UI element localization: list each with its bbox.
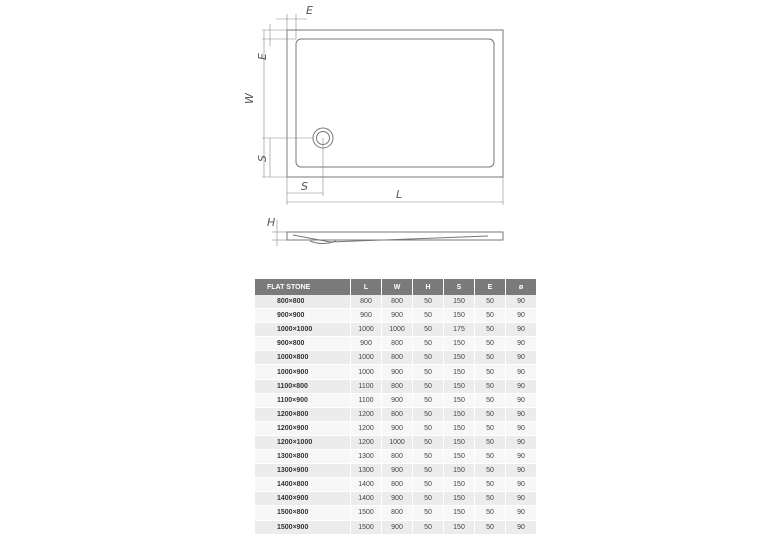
table-cell: 90 xyxy=(506,407,537,421)
table-cell: 90 xyxy=(506,464,537,478)
tray-side-profile xyxy=(287,232,503,244)
table-cell: 90 xyxy=(506,478,537,492)
table-cell: 90 xyxy=(506,379,537,393)
table-cell: 50 xyxy=(413,478,444,492)
header-diameter: ø xyxy=(506,279,537,295)
header-s: S xyxy=(444,279,475,295)
table-cell: 1000 xyxy=(351,323,382,337)
dim-l: L xyxy=(396,188,403,201)
table-cell: 50 xyxy=(475,407,506,421)
table-cell: 800 xyxy=(382,295,413,309)
table-row xyxy=(255,506,537,520)
table-cell: 90 xyxy=(506,393,537,407)
header-l: L xyxy=(351,279,382,295)
table-cell: 800 xyxy=(382,478,413,492)
table-row xyxy=(255,309,537,323)
table-cell: 50 xyxy=(413,309,444,323)
table-row xyxy=(255,379,537,393)
table-cell-model: 1400×800 xyxy=(255,478,351,492)
table-cell: 50 xyxy=(475,506,506,520)
table-cell: 150 xyxy=(444,309,475,323)
table-row xyxy=(255,393,537,407)
table-cell: 175 xyxy=(444,323,475,337)
table-cell: 900 xyxy=(382,492,413,506)
table-cell: 50 xyxy=(475,379,506,393)
table-cell: 90 xyxy=(506,506,537,520)
table-row xyxy=(255,407,537,421)
table-cell: 50 xyxy=(475,365,506,379)
table-cell: 50 xyxy=(475,393,506,407)
table-cell: 50 xyxy=(413,323,444,337)
table-row xyxy=(255,323,537,337)
table-cell: 900 xyxy=(382,520,413,534)
table-cell: 800 xyxy=(382,351,413,365)
table-cell: 90 xyxy=(506,450,537,464)
table-cell: 50 xyxy=(475,323,506,337)
table-cell: 1500 xyxy=(351,506,382,520)
table-cell: 50 xyxy=(475,295,506,309)
table-row xyxy=(255,520,537,534)
table-cell: 800 xyxy=(382,407,413,421)
table-row xyxy=(255,421,537,435)
table-cell-model: 800×800 xyxy=(255,295,351,309)
table-cell-model: 1400×900 xyxy=(255,492,351,506)
dim-s-bottom: S xyxy=(301,180,308,193)
table-cell-model: 1000×800 xyxy=(255,351,351,365)
table-cell-model: 1200×1000 xyxy=(255,435,351,449)
table-cell: 900 xyxy=(351,309,382,323)
table-row xyxy=(255,435,537,449)
dim-s-side: S xyxy=(256,155,269,162)
table-cell: 900 xyxy=(382,309,413,323)
table-row xyxy=(255,478,537,492)
table-cell: 1100 xyxy=(351,379,382,393)
table-cell: 50 xyxy=(475,351,506,365)
table-cell: 1000 xyxy=(351,365,382,379)
spec-table xyxy=(255,279,537,535)
table-cell: 50 xyxy=(413,421,444,435)
table-cell: 50 xyxy=(413,520,444,534)
table-cell: 50 xyxy=(475,450,506,464)
table-cell: 90 xyxy=(506,365,537,379)
table-cell: 50 xyxy=(475,478,506,492)
table-body xyxy=(255,295,537,534)
table-cell: 50 xyxy=(475,309,506,323)
table-row xyxy=(255,450,537,464)
table-cell: 900 xyxy=(382,393,413,407)
table-cell: 90 xyxy=(506,323,537,337)
table-cell: 800 xyxy=(351,295,382,309)
table-cell: 50 xyxy=(413,464,444,478)
tray-outer-outline xyxy=(287,30,503,177)
table-cell: 1200 xyxy=(351,421,382,435)
table-cell: 800 xyxy=(382,337,413,351)
table-cell: 1200 xyxy=(351,435,382,449)
table-cell: 800 xyxy=(382,379,413,393)
table-cell: 50 xyxy=(413,492,444,506)
table-row xyxy=(255,365,537,379)
table-cell: 50 xyxy=(413,450,444,464)
table-cell: 1500 xyxy=(351,520,382,534)
table-cell: 150 xyxy=(444,295,475,309)
header-model: FLAT STONE xyxy=(255,279,351,295)
table-cell: 150 xyxy=(444,520,475,534)
table-row xyxy=(255,337,537,351)
table-cell-model: 1100×900 xyxy=(255,393,351,407)
table-cell: 150 xyxy=(444,450,475,464)
dim-h: H xyxy=(267,216,276,229)
table-cell: 50 xyxy=(413,351,444,365)
table-cell-model: 1200×900 xyxy=(255,421,351,435)
table-cell: 150 xyxy=(444,393,475,407)
table-row xyxy=(255,464,537,478)
table-cell: 1400 xyxy=(351,492,382,506)
dim-e-side: E xyxy=(256,53,269,60)
table-cell: 90 xyxy=(506,520,537,534)
table-cell: 150 xyxy=(444,365,475,379)
header-w: W xyxy=(382,279,413,295)
table-cell: 50 xyxy=(413,435,444,449)
table-cell: 50 xyxy=(413,337,444,351)
table-cell: 1000 xyxy=(382,435,413,449)
table-cell: 1400 xyxy=(351,478,382,492)
table-cell: 150 xyxy=(444,407,475,421)
table-cell: 50 xyxy=(475,464,506,478)
table-cell-model: 1200×800 xyxy=(255,407,351,421)
table-cell: 900 xyxy=(382,464,413,478)
table-cell: 50 xyxy=(413,379,444,393)
table-cell: 150 xyxy=(444,421,475,435)
table-cell: 150 xyxy=(444,435,475,449)
header-e: E xyxy=(475,279,506,295)
table-cell: 50 xyxy=(475,435,506,449)
table-cell: 1300 xyxy=(351,464,382,478)
table-row xyxy=(255,295,537,309)
table-cell: 1300 xyxy=(351,450,382,464)
table-cell-model: 900×800 xyxy=(255,337,351,351)
table-cell: 150 xyxy=(444,379,475,393)
table-cell: 1000 xyxy=(351,351,382,365)
table-header-row xyxy=(255,279,537,295)
header-h: H xyxy=(413,279,444,295)
table-cell: 50 xyxy=(475,337,506,351)
table-cell: 1200 xyxy=(351,407,382,421)
table-cell-model: 1100×800 xyxy=(255,379,351,393)
table-cell: 90 xyxy=(506,309,537,323)
table-cell: 50 xyxy=(475,421,506,435)
table-cell: 50 xyxy=(413,393,444,407)
table-cell: 90 xyxy=(506,421,537,435)
table-cell-model: 1500×800 xyxy=(255,506,351,520)
table-cell: 90 xyxy=(506,337,537,351)
table-cell: 90 xyxy=(506,295,537,309)
table-cell-model: 1300×900 xyxy=(255,464,351,478)
table-row xyxy=(255,351,537,365)
table-cell: 150 xyxy=(444,478,475,492)
table-cell: 800 xyxy=(382,506,413,520)
dim-w: W xyxy=(243,93,256,104)
table-cell: 90 xyxy=(506,435,537,449)
table-cell: 50 xyxy=(413,295,444,309)
table-cell-model: 1500×900 xyxy=(255,520,351,534)
table-cell: 900 xyxy=(351,337,382,351)
table-cell-model: 1000×900 xyxy=(255,365,351,379)
table-cell: 50 xyxy=(413,506,444,520)
dim-e-top: E xyxy=(306,4,313,17)
table-row xyxy=(255,492,537,506)
table-cell: 150 xyxy=(444,506,475,520)
table-cell: 150 xyxy=(444,351,475,365)
table-cell: 50 xyxy=(475,492,506,506)
table-cell-model: 1300×800 xyxy=(255,450,351,464)
table-cell: 1000 xyxy=(382,323,413,337)
table-cell: 50 xyxy=(413,407,444,421)
table-cell: 150 xyxy=(444,337,475,351)
table-cell: 50 xyxy=(413,365,444,379)
table-cell: 150 xyxy=(444,464,475,478)
table-cell: 800 xyxy=(382,450,413,464)
table-cell: 1100 xyxy=(351,393,382,407)
table-cell: 900 xyxy=(382,421,413,435)
table-cell: 900 xyxy=(382,365,413,379)
table-cell: 90 xyxy=(506,351,537,365)
table-cell: 90 xyxy=(506,492,537,506)
table-cell: 150 xyxy=(444,492,475,506)
table-cell-model: 1000×1000 xyxy=(255,323,351,337)
table-cell-model: 900×900 xyxy=(255,309,351,323)
table-cell: 50 xyxy=(475,520,506,534)
